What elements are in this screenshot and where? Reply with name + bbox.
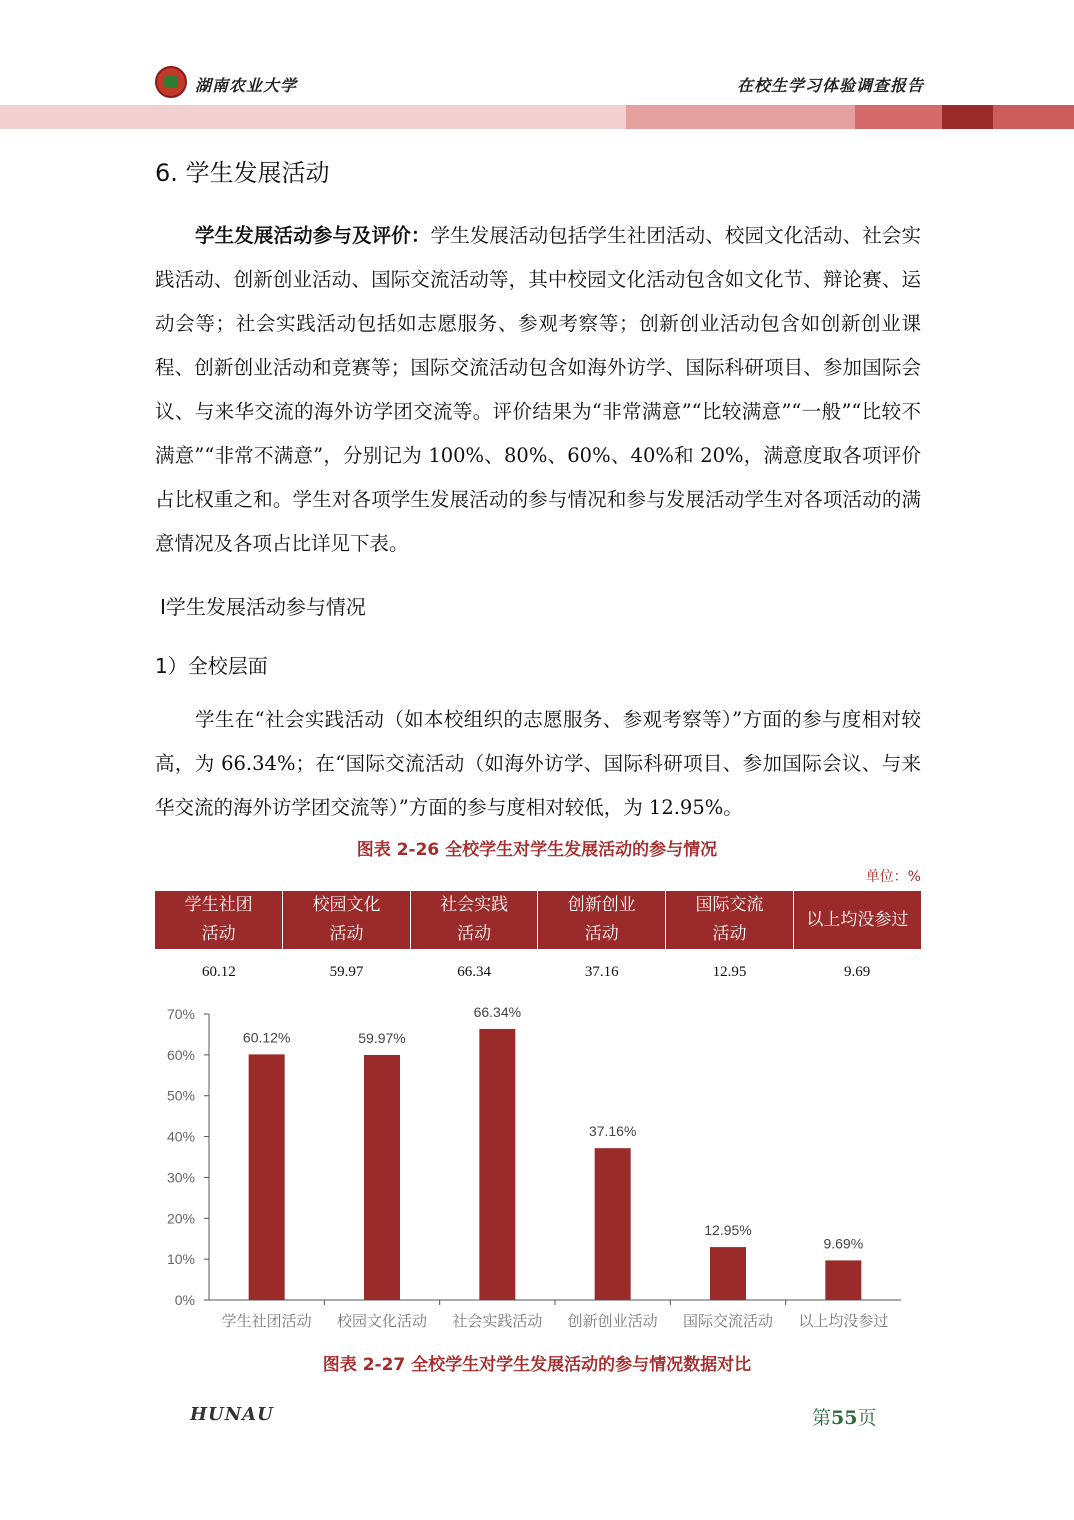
x-category-label: 学生社团活动	[221, 1312, 312, 1330]
x-category-label: 校园文化活动	[336, 1312, 428, 1330]
table-cell: 12.95	[712, 963, 747, 980]
table-header-cell: 学生社团 活动	[155, 891, 283, 949]
x-category-label: 创新创业活动	[567, 1312, 658, 1330]
table-cell: 60.12	[201, 963, 236, 980]
page-header	[0, 0, 1074, 130]
bar	[825, 1260, 861, 1300]
bar	[249, 1054, 285, 1300]
header-band-5	[993, 105, 1074, 129]
y-tick-label: 30%	[166, 1169, 195, 1186]
y-tick-label: 0%	[174, 1292, 195, 1308]
bar-data-label: 59.97%	[358, 1029, 406, 1046]
bar-data-label: 37.16%	[588, 1123, 637, 1140]
x-category-label: 以上均没参过	[798, 1312, 889, 1330]
bar-data-label: 66.34%	[473, 1003, 522, 1020]
participation-paragraph: 学生在“社会实践活动（如本校组织的志愿服务、参观考察等）”方面的参与度相对较高，为 66.34%；在“国际交流活动（如海外访学、国际科研项目、参加国际会议、与来华交流的海外访学团交流等）”方面的参与度相对较低，为 12.95%。	[155, 708, 921, 819]
y-tick-label: 20%	[166, 1210, 195, 1227]
x-category-label: 国际交流活动	[682, 1312, 774, 1330]
table-header-cell: 社会实践 活动	[410, 891, 538, 949]
y-tick-label: 50%	[166, 1087, 195, 1104]
table-cell: 66.34	[457, 963, 492, 980]
table-caption: 图表 2-26 全校学生对学生发展活动的参与情况	[356, 840, 718, 860]
page-number: 第55页	[812, 1407, 877, 1429]
table-cell: 59.97	[329, 963, 364, 980]
subhead-school-level: 1）全校层面	[155, 654, 268, 678]
table-cell: 37.16	[584, 963, 619, 980]
participation-table	[155, 891, 921, 995]
table-row	[155, 949, 921, 995]
header-band-1	[0, 105, 626, 129]
table-header-cell: 以上均没参过	[793, 891, 921, 949]
header-band-3	[855, 105, 942, 129]
y-tick-label: 60%	[166, 1046, 195, 1063]
participation-bar-chart	[0, 990, 1074, 1340]
footer-brand: HUNAU	[190, 1404, 274, 1425]
bar	[710, 1247, 746, 1300]
subhead-participation: Ⅰ学生发展活动参与情况	[160, 595, 366, 619]
table-header-cell: 创新创业 活动	[538, 891, 666, 949]
table-cell: 9.69	[844, 963, 871, 980]
y-tick-label: 40%	[166, 1128, 195, 1145]
table-header-cell: 校园文化 活动	[283, 891, 411, 949]
header-band-2	[626, 105, 855, 129]
section-title: 6. 学生发展活动	[155, 159, 330, 187]
y-tick-label: 10%	[166, 1251, 195, 1268]
bar	[364, 1055, 400, 1300]
table-header-cell: 国际交流 活动	[666, 891, 794, 949]
bar	[595, 1148, 631, 1300]
bar	[479, 1029, 515, 1300]
report-title: 在校生学习体验调查报告	[736, 76, 924, 95]
chart-caption: 图表 2-27 全校学生对学生发展活动的参与情况数据对比	[322, 1355, 752, 1375]
table-header-row	[155, 891, 921, 949]
x-category-label: 社会实践活动	[452, 1312, 543, 1330]
bar-data-label: 12.95%	[704, 1222, 752, 1239]
bar-data-label: 9.69%	[823, 1235, 864, 1252]
header-band-4	[942, 105, 993, 129]
intro-body: 学生发展活动包括学生社团活动、校园文化活动、社会实践活动、创新创业活动、国际交流活动等，其中校园文化活动包含如文化节、辩论赛、运动会等；社会实践活动包括如志愿服务、参观考察等；创新创业活动包含如创新创业课程、创新创业活动和竞赛等；国际交流活动包含如海外访学、国际科研项目、参加国际会议、与来华交流的海外访学团交流等。评价结果为“非常满意”“比较满意”“一般”“比较不满意”“非常不满意”，分别记为 100%、80%、60%、40%和 20%，满意度取各项评价占比权重之和。学生对各项学生发展活动的参与情况和参与发展活动学生对各项活动的满意情况及各项占比详见下表。	[155, 224, 921, 555]
intro-paragraph	[155, 214, 921, 566]
table-unit: 单位：%	[865, 869, 921, 885]
y-tick-label: 70%	[166, 1006, 195, 1022]
school-name: 湖南农业大学	[195, 76, 298, 95]
bar-data-label: 60.12%	[242, 1029, 291, 1046]
university-logo-icon	[155, 66, 187, 98]
intro-lead: 学生发展活动参与及评价：	[195, 224, 431, 247]
